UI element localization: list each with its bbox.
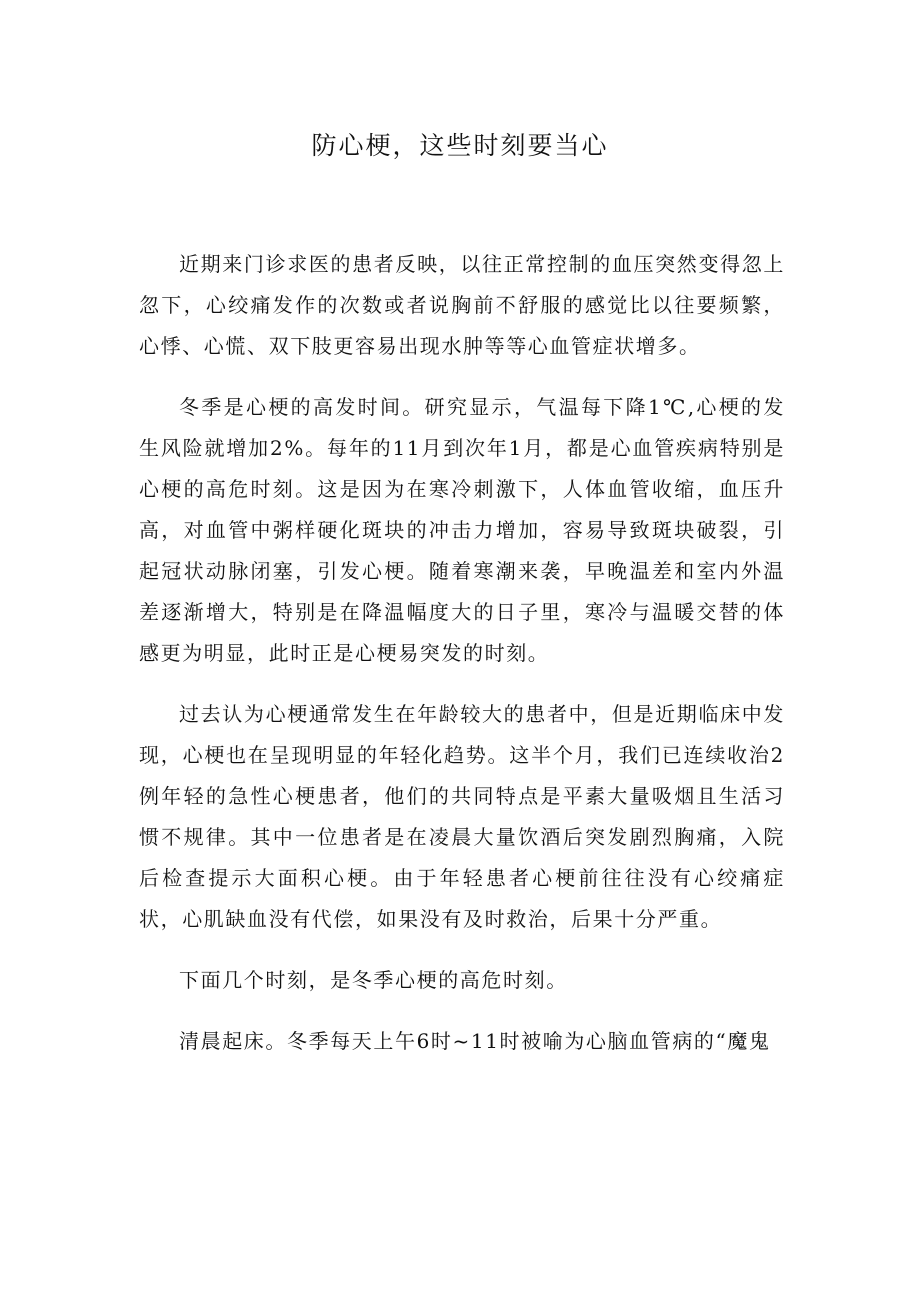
- document-title: 防心梗，这些时刻要当心: [311, 131, 609, 160]
- document-body: [139, 244, 785, 1082]
- paragraph-4: 下面几个时刻，是冬季心梗的高危时刻。: [179, 968, 568, 992]
- paragraph-1: 近期来门诊求医的患者反映，以往正常控制的血压突然变得忽上忽下，心绞痛发作的次数或者说胸前不舒服的感觉比以往要频繁，心悸、心慌、双下肢更容易出现水肿等等心血管症状增多。: [139, 252, 785, 358]
- paragraph-5: 清晨起床。冬季每天上午6时~11时被喻为心脑血管病的“魔鬼: [179, 1029, 771, 1053]
- paragraph-3: 过去认为心梗通常发生在年龄较大的患者中，但是近期临床中发现，心梗也在呈现明显的年轻化趋势。这半个月，我们已连续收治2例年轻的急性心梗患者，他们的共同特点是平素大量吸烟且生活习惯不规律。其中一位患者是在凌晨大量饮酒后突发剧烈胸痛，入院后检查提示大面积心梗。由于年轻患者心梗前往往没有心绞痛症状，心肌缺血没有代偿，如果没有及时救治，后果十分严重。: [139, 702, 785, 931]
- paragraph-2: 冬季是心梗的高发时间。研究显示，气温每下降1℃,心梗的发生风险就增加2%。每年的11月到次年1月，都是心血管疾病特别是心梗的高危时刻。这是因为在寒冷刺激下，人体血管收缩，血压升高，对血管中粥样硬化斑块的冲击力增加，容易导致斑块破裂，引起冠状动脉闭塞，引发心梗。随着寒潮来袭，早晚温差和室内外温差逐渐增大，特别是在降温幅度大的日子里，寒冷与温暖交替的体感更为明显，此时正是心梗易突发的时刻。: [139, 395, 785, 665]
